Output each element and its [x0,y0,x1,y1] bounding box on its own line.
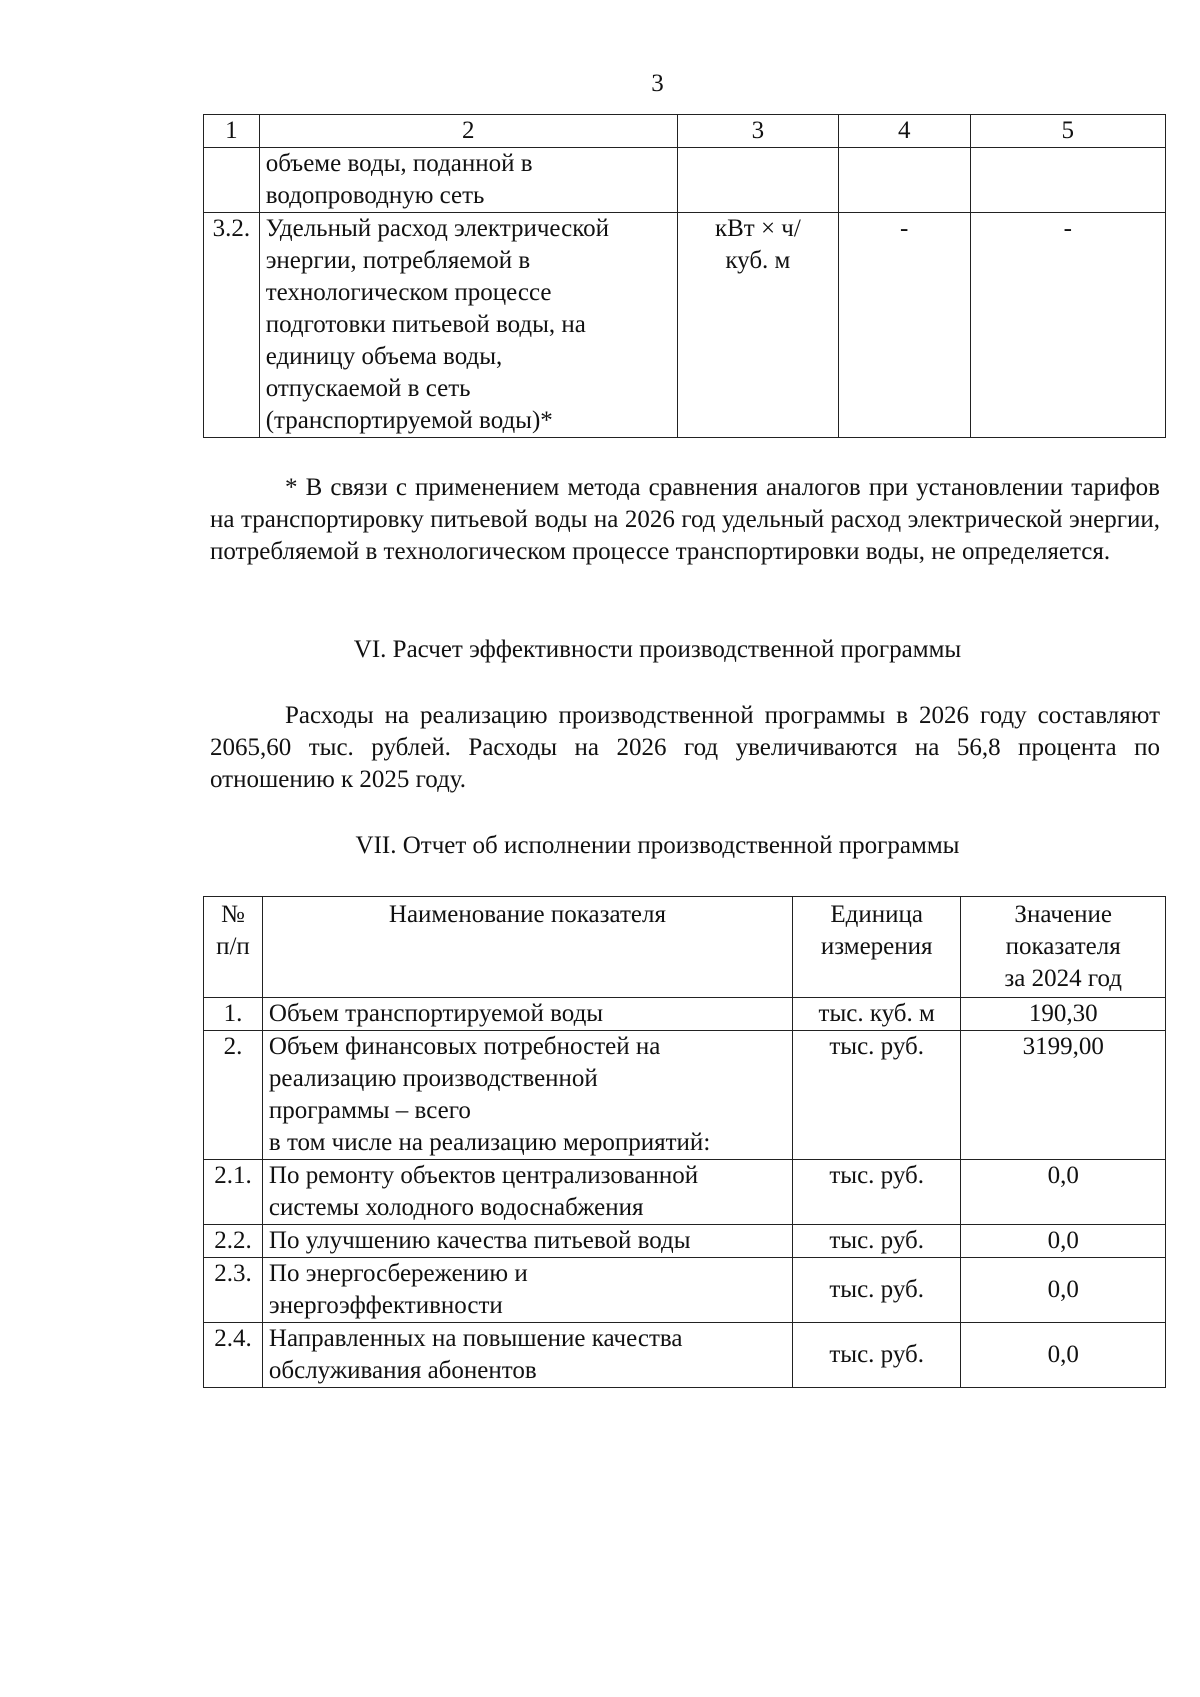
header-col-4: 4 [838,115,970,148]
row-number: 2.3. [204,1258,263,1323]
row-indicator-name [259,213,677,438]
text-line: реализацию производственной [268,1065,598,1092]
header-col-3: 3 [677,115,838,148]
row-col4 [838,148,970,213]
row-unit [677,148,838,213]
row-number: 2.1. [204,1160,263,1225]
text-line: Направленных на повышение качества [268,1325,683,1352]
row-unit: тыс. куб. м [792,998,960,1031]
row-number: 2.4. [204,1323,263,1388]
row-value: 3199,00 [961,1031,1166,1160]
text-line: Объем транспортируемой воды [268,1000,604,1027]
row-unit: тыс. руб. [792,1225,960,1258]
row-unit: тыс. руб. [792,1323,960,1388]
text-line: энергии, потребляемой в [265,247,531,274]
text-line: По улучшению качества питьевой воды [268,1227,691,1254]
text-line: куб. м [725,247,791,274]
row-number: 3.2. [204,213,260,438]
row-indicator-name [262,1225,792,1258]
indicators-table-continued [203,114,1166,438]
table-row [204,148,1166,213]
text-line: Объем финансовых потребностей на [268,1033,661,1060]
page-number: 3 [651,70,664,97]
header-col-2: 2 [259,115,677,148]
row-indicator-name [262,1031,792,1160]
row-unit: тыс. руб. [792,1258,960,1323]
row-number: 1. [204,998,263,1031]
row-unit [677,213,838,438]
text-line: за 2024 год [1004,965,1122,992]
text-line: единицу объема воды, [265,343,503,370]
row-col4: - [838,213,970,438]
header-number [204,897,263,998]
header-unit [792,897,960,998]
row-number: 2.2. [204,1225,263,1258]
program-report-table [203,896,1166,1388]
row-col5 [970,148,1165,213]
text-line: объеме воды, поданной в [265,150,533,177]
text-line: обслуживания абонентов [268,1357,537,1384]
row-indicator-name [259,148,677,213]
row-indicator-name [262,1258,792,1323]
row-number [204,148,260,213]
header-indicator-name: Наименование показателя [262,897,792,998]
text-line: программы – всего [268,1097,471,1124]
row-value: 0,0 [961,1323,1166,1388]
row-value: 0,0 [961,1258,1166,1323]
table-header-row [204,115,1166,148]
table-row [204,1323,1166,1388]
row-unit: тыс. руб. [792,1160,960,1225]
text-line: Единица [830,901,923,928]
text-line: показателя [1005,933,1121,960]
row-indicator-name [262,1323,792,1388]
row-indicator-name [262,998,792,1031]
text-line: отпускаемой в сеть [265,375,471,402]
text-line: системы холодного водоснабжения [268,1194,644,1221]
section-vi-heading: VI. Расчет эффективности производственной программы [353,636,962,663]
text-line: кВт × ч/ [714,215,801,242]
text-line: в том числе на реализацию мероприятий: [268,1129,711,1156]
table-row [204,1225,1166,1258]
table-row [204,1258,1166,1323]
footnote-paragraph: * В связи с применением метода сравнения аналогов при установлении тарифов на транспортировку питьевой воды на 2026 год удельный расход электрической энергии, потребляемой в технологическом процессе транспортировки воды, не определяется. [210,474,1160,565]
text-line: технологическом процессе [265,279,552,306]
header-col-1: 1 [204,115,260,148]
text-line: п/п [216,933,250,960]
text-line: Значение [1014,901,1112,928]
header-value [961,897,1166,998]
text-line: По ремонту объектов централизованной [268,1162,699,1189]
table-row [204,998,1166,1031]
table-row [204,213,1166,438]
header-col-5: 5 [970,115,1165,148]
row-value: 0,0 [961,1160,1166,1225]
text-line: подготовки питьевой воды, на [265,311,586,338]
text-line: энергоэффективности [268,1292,503,1319]
text-line: водопроводную сеть [265,182,485,209]
table-row [204,1031,1166,1160]
text-line: По энергосбережению и [268,1260,528,1287]
row-col5: - [970,213,1165,438]
section-vi-paragraph: Расходы на реализацию производственной программы в 2026 году составляют 2065,60 тыс. рублей. Расходы на 2026 год увеличиваются на 56,8 процента по отношению к 2025 году. [210,702,1160,793]
text-line: измерения [820,933,933,960]
text-line: № [221,901,245,928]
row-number: 2. [204,1031,263,1160]
text-line: (транспортируемой воды)* [265,407,553,434]
row-value: 190,30 [961,998,1166,1031]
row-indicator-name [262,1160,792,1225]
row-unit: тыс. руб. [792,1031,960,1160]
table-header-row [204,897,1166,998]
row-value: 0,0 [961,1225,1166,1258]
text-line: Удельный расход электрической [265,215,609,242]
table-row [204,1160,1166,1225]
section-vii-heading: VII. Отчет об исполнении производственной программы [355,832,960,859]
